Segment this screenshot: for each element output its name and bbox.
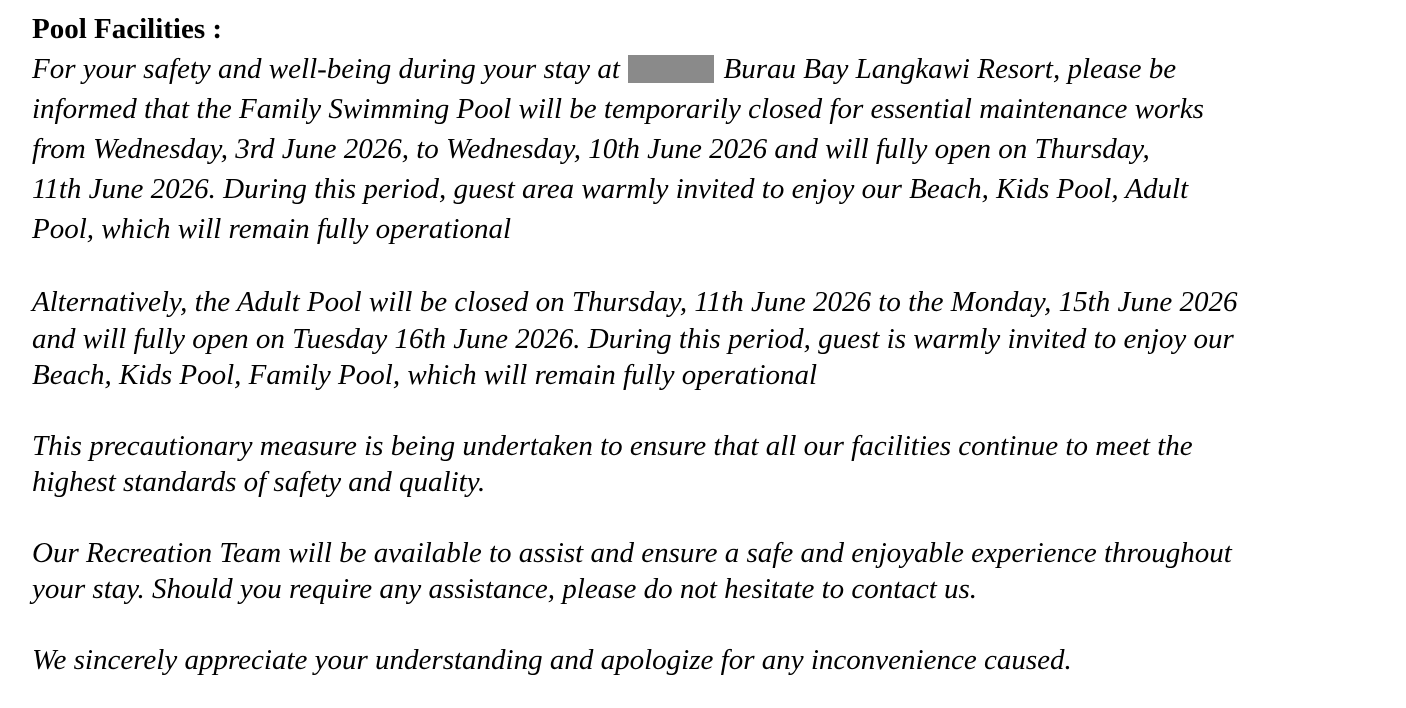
paragraph-line: Pool, which will remain fully operational	[32, 213, 512, 245]
paragraph-line: highest standards of safety and quality.	[32, 466, 486, 498]
paragraph-line: Alternatively, the Adult Pool will be closed on Thursday, 11th June 2026 to the Monday, 15th June 2026	[32, 286, 1238, 318]
paragraph-apology	[32, 642, 1372, 679]
paragraph-line	[32, 49, 1372, 89]
redacted-name-block	[628, 55, 714, 83]
paragraph-line: We sincerely appreciate your understanding and apologize for any inconvenience caused.	[32, 643, 1072, 676]
paragraph-line: Beach, Kids Pool, Family Pool, which will remain fully operational	[32, 359, 818, 391]
paragraph-recreation-team	[32, 535, 1372, 608]
paragraph-line: 11th June 2026. During this period, guest area warmly invited to enjoy our Beach, Kids Pool, Adult	[32, 173, 1189, 205]
paragraph-precautionary-measure	[32, 428, 1372, 501]
paragraph-line: Our Recreation Team will be available to assist and ensure a safe and enjoyable experience throughout	[32, 536, 1232, 569]
paragraph-line: and will fully open on Tuesday 16th June 2026. During this period, guest is warmly invited to enjoy our	[32, 322, 1234, 355]
paragraph-text: For your safety and well-being during your stay at	[32, 53, 628, 85]
paragraph-family-pool-closure	[32, 49, 1372, 249]
paragraph-line: This precautionary measure is being undertaken to ensure that all our facilities continue to meet the	[32, 429, 1193, 462]
paragraph-line: informed that the Family Swimming Pool will be temporarily closed for essential maintenance works	[32, 93, 1204, 125]
notice-heading: Pool Facilities :	[32, 13, 223, 45]
paragraph-line: from Wednesday, 3rd June 2026, to Wednesday, 10th June 2026 and will fully open on Thursday,	[32, 133, 1150, 165]
pool-facilities-notice	[32, 10, 1372, 678]
paragraph-line: your stay. Should you require any assistance, please do not hesitate to contact us.	[32, 573, 978, 605]
paragraph-text: Burau Bay Langkawi Resort, please be	[716, 53, 1177, 85]
paragraph-adult-pool-closure	[32, 284, 1372, 394]
